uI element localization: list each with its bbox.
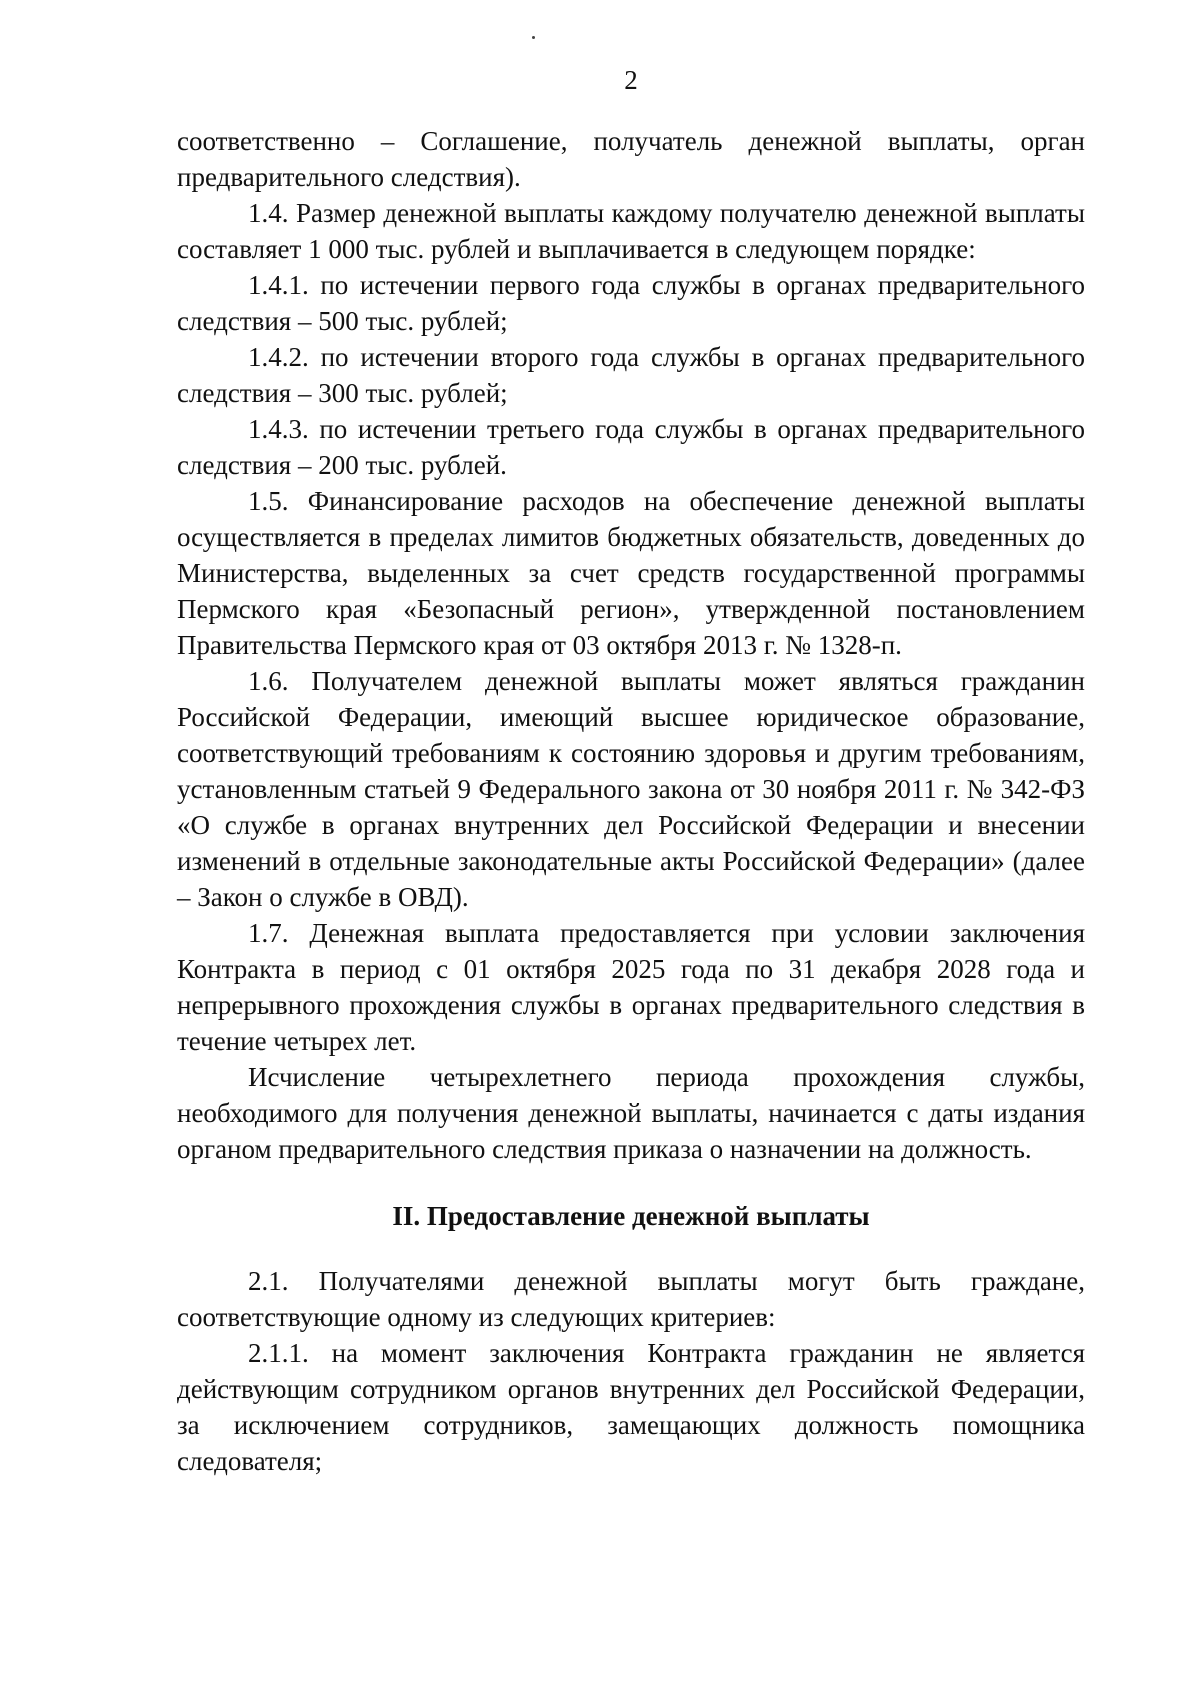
paragraph-1-6: 1.6. Получателем денежной выплаты может являться гражданин Российской Федерации, имеющий высшее юридическое образование, соответствующий требованиям к состоянию здоровья и другим требованиям, установленным статьей 9 Федерального закона от 30 ноября 2011 г. № 342-ФЗ «О службе в органах внутренних дел Российской Федерации и внесении изменений в отдельные законодательные акты Российской Федерации» (далее – Закон о службе в ОВД). [177,666,1085,912]
paragraph-1-7: 1.7. Денежная выплата предоставляется при условии заключения Контракта в период с 01 октября 2025 года по 31 декабря 2028 года и непрерывного прохождения службы в органах предварительного следствия в течение четырех лет. [177,918,1085,1056]
paragraph-1-4-3: 1.4.3. по истечении третьего года службы в органах предварительного следствия – 200 тыс. рублей. [177,414,1085,480]
paragraph-continuation: соответственно – Соглашение, получатель денежной выплаты, орган предварительного следствия). [177,126,1085,192]
document-body [177,123,1085,1479]
paragraph-2-1: 2.1. Получателями денежной выплаты могут быть граждане, соответствующие одному из следующих критериев: [177,1266,1085,1332]
page-number: 2 [624,65,638,95]
section-title: II. Предоставление денежной выплаты [392,1201,870,1231]
paragraph-1-5: 1.5. Финансирование расходов на обеспечение денежной выплаты осуществляется в пределах лимитов бюджетных обязательств, доведенных до Министерства, выделенных за счет средств государственной программы Пермского края «Безопасный регион», утвержденной постановлением Правительства Пермского края от 03 октября 2013 г. № 1328-п. [177,486,1085,660]
paragraph-1-4-1: 1.4.1. по истечении первого года службы в органах предварительного следствия – 500 тыс. рублей; [177,270,1085,336]
paragraph-1-7-period: Исчисление четырехлетнего периода прохождения службы, необходимого для получения денежной выплаты, начинается с даты издания органом предварительного следствия приказа о назначении на должность. [177,1062,1085,1164]
paragraph-1-4: 1.4. Размер денежной выплаты каждому получателю денежной выплаты составляет 1 000 тыс. рублей и выплачивается в следующем порядке: [177,198,1085,264]
paragraph-1-4-2: 1.4.2. по истечении второго года службы в органах предварительного следствия – 300 тыс. рублей; [177,342,1085,408]
paragraph-2-1-1: 2.1.1. на момент заключения Контракта гражданин не является действующим сотрудником органов внутренних дел Российской Федерации, за исключением сотрудников, замещающих должность помощника следователя; [177,1338,1085,1476]
scan-speck [532,36,535,39]
